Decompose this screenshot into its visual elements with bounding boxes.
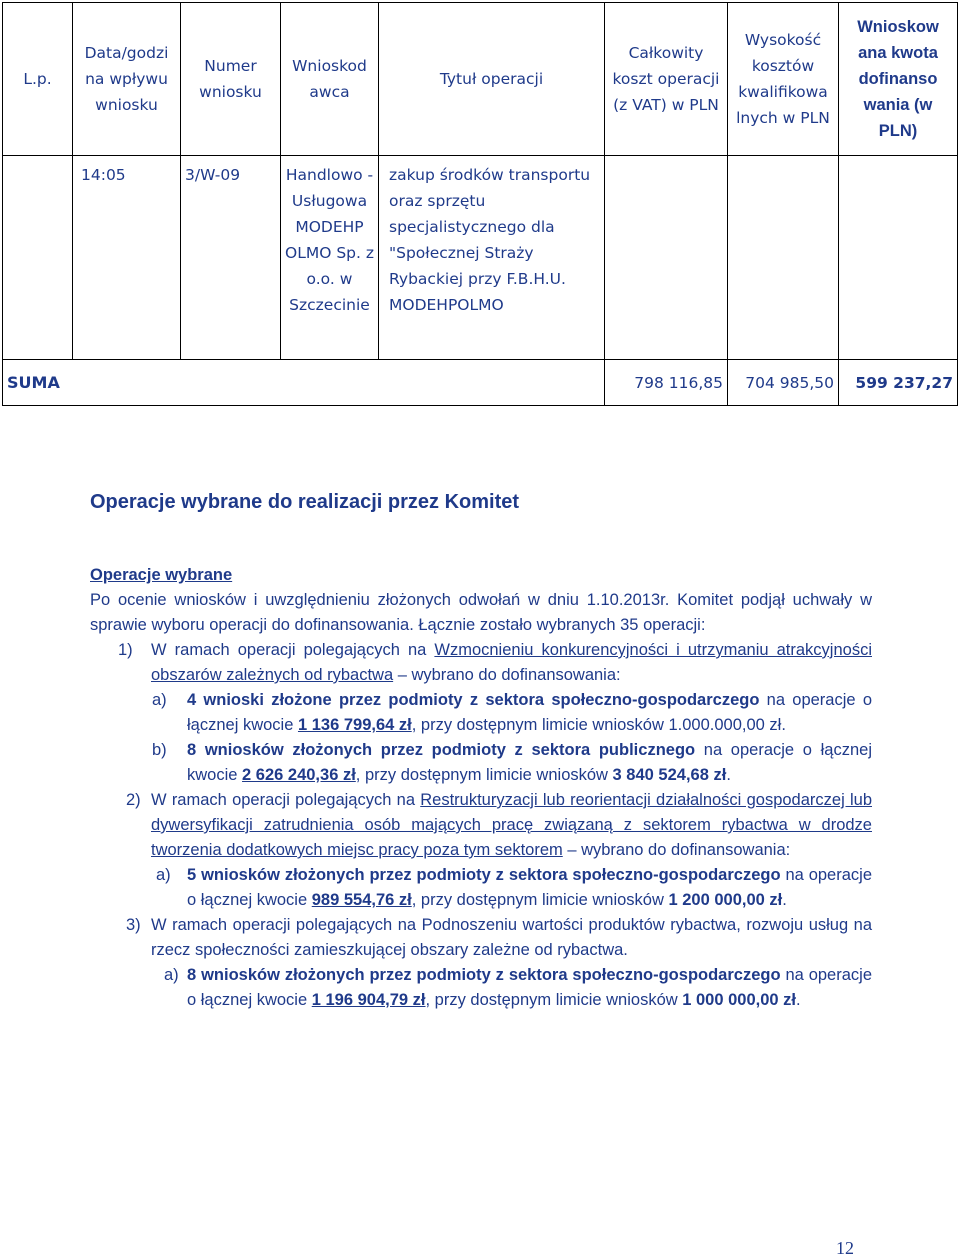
list-marker: b) — [152, 741, 167, 759]
item-text: W ramach operacji polegających na — [151, 791, 421, 809]
item-text: , przy dostępnym limicie wniosków — [411, 891, 669, 909]
list-marker: 2) — [126, 791, 141, 809]
header-total-cost: Całkowity koszt operacji (z VAT) w PLN — [605, 3, 728, 156]
item-amount: 1 136 799,64 zł — [297, 716, 412, 734]
item-amount: 2 626 240,36 zł — [242, 766, 356, 784]
item-text: – wybrano do dofinansowania: — [393, 666, 621, 684]
list-marker: 1) — [118, 641, 133, 659]
item-limit: 3 840 524,68 zł — [612, 766, 727, 784]
sum-row — [3, 360, 958, 406]
item-text: , przy dostępnym limicie wniosków — [355, 766, 613, 784]
item-text: W ramach operacji polegających na — [151, 641, 435, 659]
item-text: – wybrano do dofinansowania: — [562, 841, 791, 859]
sum-requested-amount: 599 237,27 — [839, 360, 958, 406]
item-text: W ramach operacji polegających na Podnoszeniu wartości produktów rybactwa, rozwoju usług na rzecz społeczności zamieszkującej obszary zależne od rybactwa. — [151, 916, 872, 959]
list-marker: 3) — [126, 916, 141, 934]
header-eligible-cost: Wysokość kosztów kwalifikowa lnych w PLN — [728, 3, 839, 156]
list-item-3 — [90, 913, 872, 963]
item-text: . — [796, 991, 801, 1009]
table-header-row — [3, 3, 958, 156]
item-amount: 989 554,76 zł — [311, 891, 412, 909]
list-item-1 — [90, 638, 872, 688]
sum-eligible-cost: 704 985,50 — [728, 360, 839, 406]
cell-applicant: Handlowo - Usługowa MODEHP OLMO Sp. z o.o. w Szczecinie — [281, 156, 379, 360]
item-text: na operacje o łącznej kwocie — [187, 866, 872, 909]
list-item-1a — [90, 688, 872, 738]
list-item-2a — [90, 863, 872, 913]
item-text: . — [782, 891, 787, 909]
intro-paragraph: Po ocenie wniosków i uwzględnieniu złożonych odwołań w dniu 1.10.2013r. Komitet podjął uchwały w sprawie wyboru operacji do dofinansowania. Łącznie zostało wybranych 35 operacji: — [90, 591, 872, 634]
list-marker: a) — [152, 691, 167, 709]
list-marker: a) — [156, 866, 171, 884]
item-bold: 4 wnioski złożone przez podmioty z sektora społeczno-gospodarczego — [187, 691, 760, 709]
sum-label: SUMA — [3, 360, 605, 406]
section-heading: Operacje wybrane do realizacji przez Komitet — [90, 491, 520, 513]
header-title: Tytuł operacji — [379, 3, 605, 156]
cell-lp — [3, 156, 73, 360]
section-subheading: Operacje wybrane — [90, 566, 233, 584]
list-item-1b — [90, 738, 872, 788]
table-row — [3, 156, 958, 360]
item-bold: 8 wniosków złożonych przez podmioty z sektora publicznego — [187, 741, 696, 759]
cell-requested-amount — [839, 156, 958, 360]
cell-eligible-cost — [728, 156, 839, 360]
page-number: 12 — [836, 1238, 854, 1258]
header-requested-amount: Wnioskow ana kwota dofinanso wania (w PLN) — [839, 3, 958, 156]
list-item-2 — [90, 788, 872, 863]
header-number: Numer wniosku — [181, 3, 281, 156]
item-bold: 8 wniosków złożonych przez podmioty z sektora społeczno-gospodarczego — [187, 966, 781, 984]
header-lp: L.p. — [3, 3, 73, 156]
item-focus: Restrukturyzacji lub reorientacji działalności gospodarczej lub dywersyfikacji zatrudnienia osób mających pracę związaną z sektorem rybactwa w drodze tworzenia dodatkowych miejsc pracy poza tym sektorem — [151, 791, 872, 859]
item-text: na operacje o łącznej kwocie — [187, 966, 872, 1009]
item-limit: 1 200 000,00 zł — [668, 891, 783, 909]
document-body — [90, 490, 872, 1013]
item-amount: 1 196 904,79 zł — [311, 991, 426, 1009]
item-text: , przy dostępnym limicie wniosków 1.000.000,00 zł. — [411, 716, 786, 734]
item-limit: 1 000 000,00 zł — [682, 991, 797, 1009]
cell-title: zakup środków transportu oraz sprzętu specjalistycznego dla "Społecznej Straży Rybackiej przy F.B.H.U. MODEHPOLMO — [379, 156, 605, 360]
cell-total-cost — [605, 156, 728, 360]
sum-total-cost: 798 116,85 — [605, 360, 728, 406]
item-bold: 5 wniosków złożonych przez podmioty z sektora społeczno-gospodarczego — [187, 866, 781, 884]
operations-table — [2, 2, 958, 406]
item-focus: Wzmocnieniu konkurencyjności i utrzymaniu atrakcyjności obszarów zależnych od rybactwa — [151, 641, 872, 684]
item-text: na operacje o łącznej kwocie — [187, 691, 872, 734]
header-date: Data/godzi na wpływu wniosku — [73, 3, 181, 156]
cell-number: 3/W-09 — [181, 156, 281, 360]
list-item-3a — [90, 963, 872, 1013]
item-text: , przy dostępnym limicie wniosków — [425, 991, 683, 1009]
cell-date: 14:05 — [73, 156, 181, 360]
item-text: na operacje o łącznej kwocie — [187, 741, 872, 784]
list-marker: a) — [164, 966, 179, 984]
item-text: . — [726, 766, 731, 784]
header-applicant: Wnioskod awca — [281, 3, 379, 156]
